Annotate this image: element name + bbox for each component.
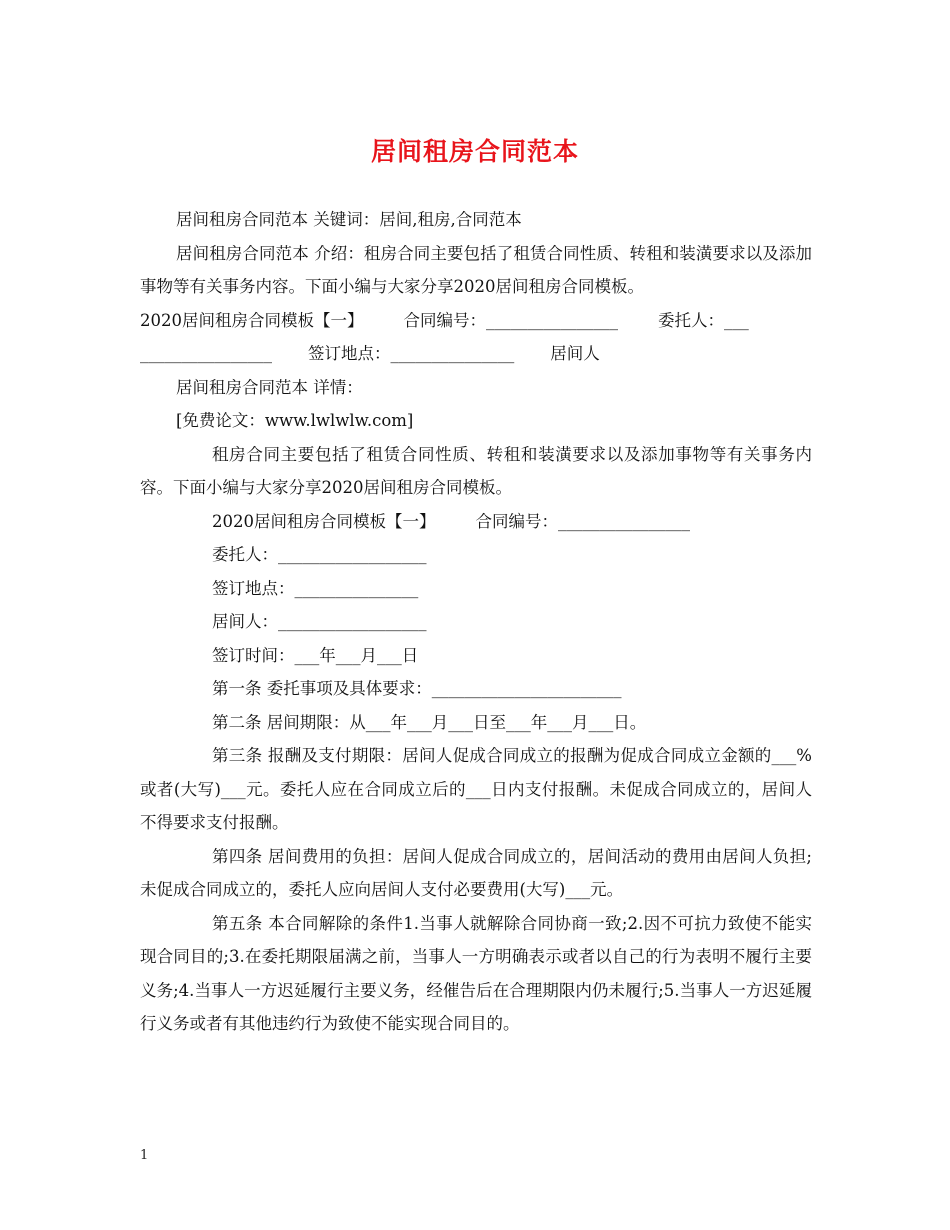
broker-field: 居间人：__________________ bbox=[212, 612, 427, 631]
intro-template-line bbox=[140, 304, 812, 338]
intro-client: 委托人：___ bbox=[658, 310, 749, 330]
article-1: 第一条 委托事项及具体要求：_______________________ bbox=[212, 679, 622, 698]
intro-contract-no: 合同编号：________________ bbox=[403, 310, 618, 330]
template-title-line bbox=[140, 505, 812, 539]
paragraph-1: 租房合同主要包括了租赁合同性质、转租和装潢要求以及添加事物等有关事务内容。下面小编与大家分享2020居间租房合同模板。 bbox=[140, 444, 812, 497]
template-title: 2020居间租房合同模板【一】 bbox=[212, 511, 436, 531]
page-number: 1 bbox=[140, 1148, 149, 1163]
detail-line: 居间租房合同范本 详情： bbox=[176, 377, 363, 397]
article-5: 第五条 本合同解除的条件1.当事人就解除合同协商一致;2.因不可抗力致使不能实现合同目的;3.在委托期限届满之前，当事人一方明确表示或者以自己的行为表明不履行主要义务;4.当事人一方迟延履行主要义务，经催告后在合理期限内仍未履行;5.当事人一方迟延履行义务或者有其他违约行为致使不能实现合同目的。 bbox=[140, 913, 812, 1033]
intro-blank: ________________ bbox=[140, 344, 272, 363]
intro-broker: 居间人 bbox=[550, 344, 600, 363]
intro-line: 居间租房合同范本 介绍：租房合同主要包括了租赁合同性质、转租和装潢要求以及添加事物等有关事务内容。下面小编与大家分享2020居间租房合同模板。 bbox=[140, 243, 812, 296]
sign-time-field: 签订时间：___年___月___日 bbox=[212, 645, 419, 665]
contract-number-field: 合同编号：________________ bbox=[475, 511, 690, 531]
article-3: 第三条 报酬及支付期限：居间人促成合同成立的报酬为促成合同成立金额的___%或者(大写)___元。委托人应在合同成立后的___日内支付报酬。未促成合同成立的，居间人不得要求支付报酬。 bbox=[140, 746, 812, 832]
article-2: 第二条 居间期限：从___年___月___日至___年___月___日。 bbox=[212, 712, 647, 732]
intro-template-title: 2020居间租房合同模板【一】 bbox=[140, 310, 364, 330]
intro-sign-place: 签订地点：_______________ bbox=[308, 344, 515, 363]
keywords-line: 居间租房合同范本 关键词：居间,租房,合同范本 bbox=[176, 210, 522, 229]
client-field: 委托人：__________________ bbox=[212, 545, 427, 564]
sign-place-field: 签订地点：_______________ bbox=[212, 578, 419, 598]
intro-sign-line bbox=[140, 337, 812, 371]
document-body bbox=[140, 203, 812, 1041]
article-4: 第四条 居间费用的负担：居间人促成合同成立的，居间活动的费用由居间人负担;未促成合同成立的，委托人应向居间人支付必要费用(大写)___元。 bbox=[140, 846, 812, 899]
free-paper-line: [免费论文：www.lwlwlw.com] bbox=[176, 411, 414, 430]
document-title: 居间租房合同范本 bbox=[370, 137, 579, 166]
